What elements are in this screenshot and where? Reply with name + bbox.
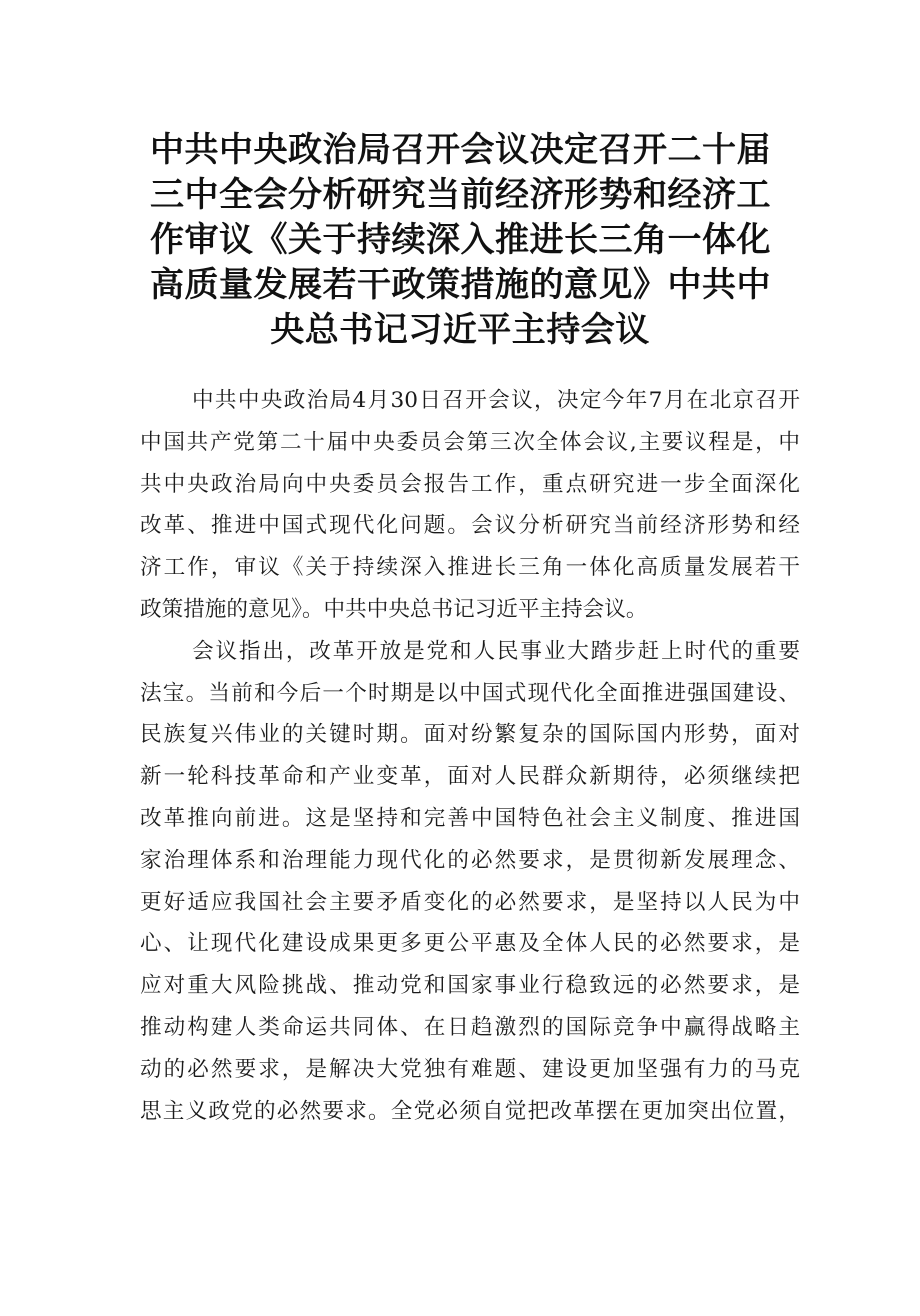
paragraph-line: 民族复兴伟业的关键时期。面对纷繁复杂的国际国内形势，面对 (140, 722, 800, 748)
paragraph-2 (140, 631, 800, 1133)
paragraph-line: 思主义政党的必然要求。全党必须自觉把改革摆在更加突出位置， (140, 1098, 800, 1124)
document-title (150, 128, 770, 353)
paragraph-1 (140, 380, 800, 631)
paragraph-line: 改革推向前进。这是坚持和完善中国特色社会主义制度、推进国 (140, 805, 800, 831)
paragraph-line: 法宝。当前和今后一个时期是以中国式现代化全面推进强国建设、 (140, 680, 800, 706)
paragraph-line: 更好适应我国社会主要矛盾变化的必然要求，是坚持以人民为中 (140, 889, 800, 915)
paragraph-line: 济工作，审议《关于持续深入推进长三角一体化高质量发展若干 (140, 555, 800, 581)
paragraph-line: 中共中央政治局4月30日召开会议，决定今年7月在北京召开 (192, 388, 800, 413)
title-line: 作审议《关于持续深入推进长三角一体化 (150, 220, 771, 260)
paragraph-line: 家治理体系和治理能力现代化的必然要求，是贯彻新发展理念、 (140, 847, 800, 873)
paragraph-line: 会议指出，改革开放是党和人民事业大踏步赶上时代的重要 (192, 638, 800, 664)
paragraph-line: 中国共产党第二十届中央委员会第三次全体会议,主要议程是，中 (140, 429, 800, 455)
paragraph-line: 新一轮科技革命和产业变革，面对人民群众新期待，必须继续把 (140, 764, 800, 790)
title-line: 三中全会分析研究当前经济形势和经济工 (150, 175, 771, 215)
paragraph-line: 政策措施的意见》。中共中央总书记习近平主持会议。 (140, 596, 648, 622)
title-line: 高质量发展若干政策措施的意见》中共中 (150, 265, 771, 305)
paragraph-line: 心、让现代化建设成果更多更公平惠及全体人民的必然要求，是 (140, 931, 800, 957)
document-body (140, 380, 800, 1132)
title-line: 中共中央政治局召开会议决定召开二十届 (150, 130, 771, 170)
paragraph-line: 改革、推进中国式现代化问题。会议分析研究当前经济形势和经 (140, 513, 800, 539)
paragraph-line: 动的必然要求，是解决大党独有难题、建设更加坚强有力的马克 (140, 1056, 800, 1082)
paragraph-line: 应对重大风险挑战、推动党和国家事业行稳致远的必然要求，是 (140, 973, 800, 999)
title-line: 央总书记习近平主持会议 (270, 310, 650, 350)
paragraph-line: 共中央政治局向中央委员会报告工作，重点研究进一步全面深化 (140, 471, 800, 497)
paragraph-line: 推动构建人类命运共同体、在日趋激烈的国际竞争中赢得战略主 (140, 1014, 800, 1040)
